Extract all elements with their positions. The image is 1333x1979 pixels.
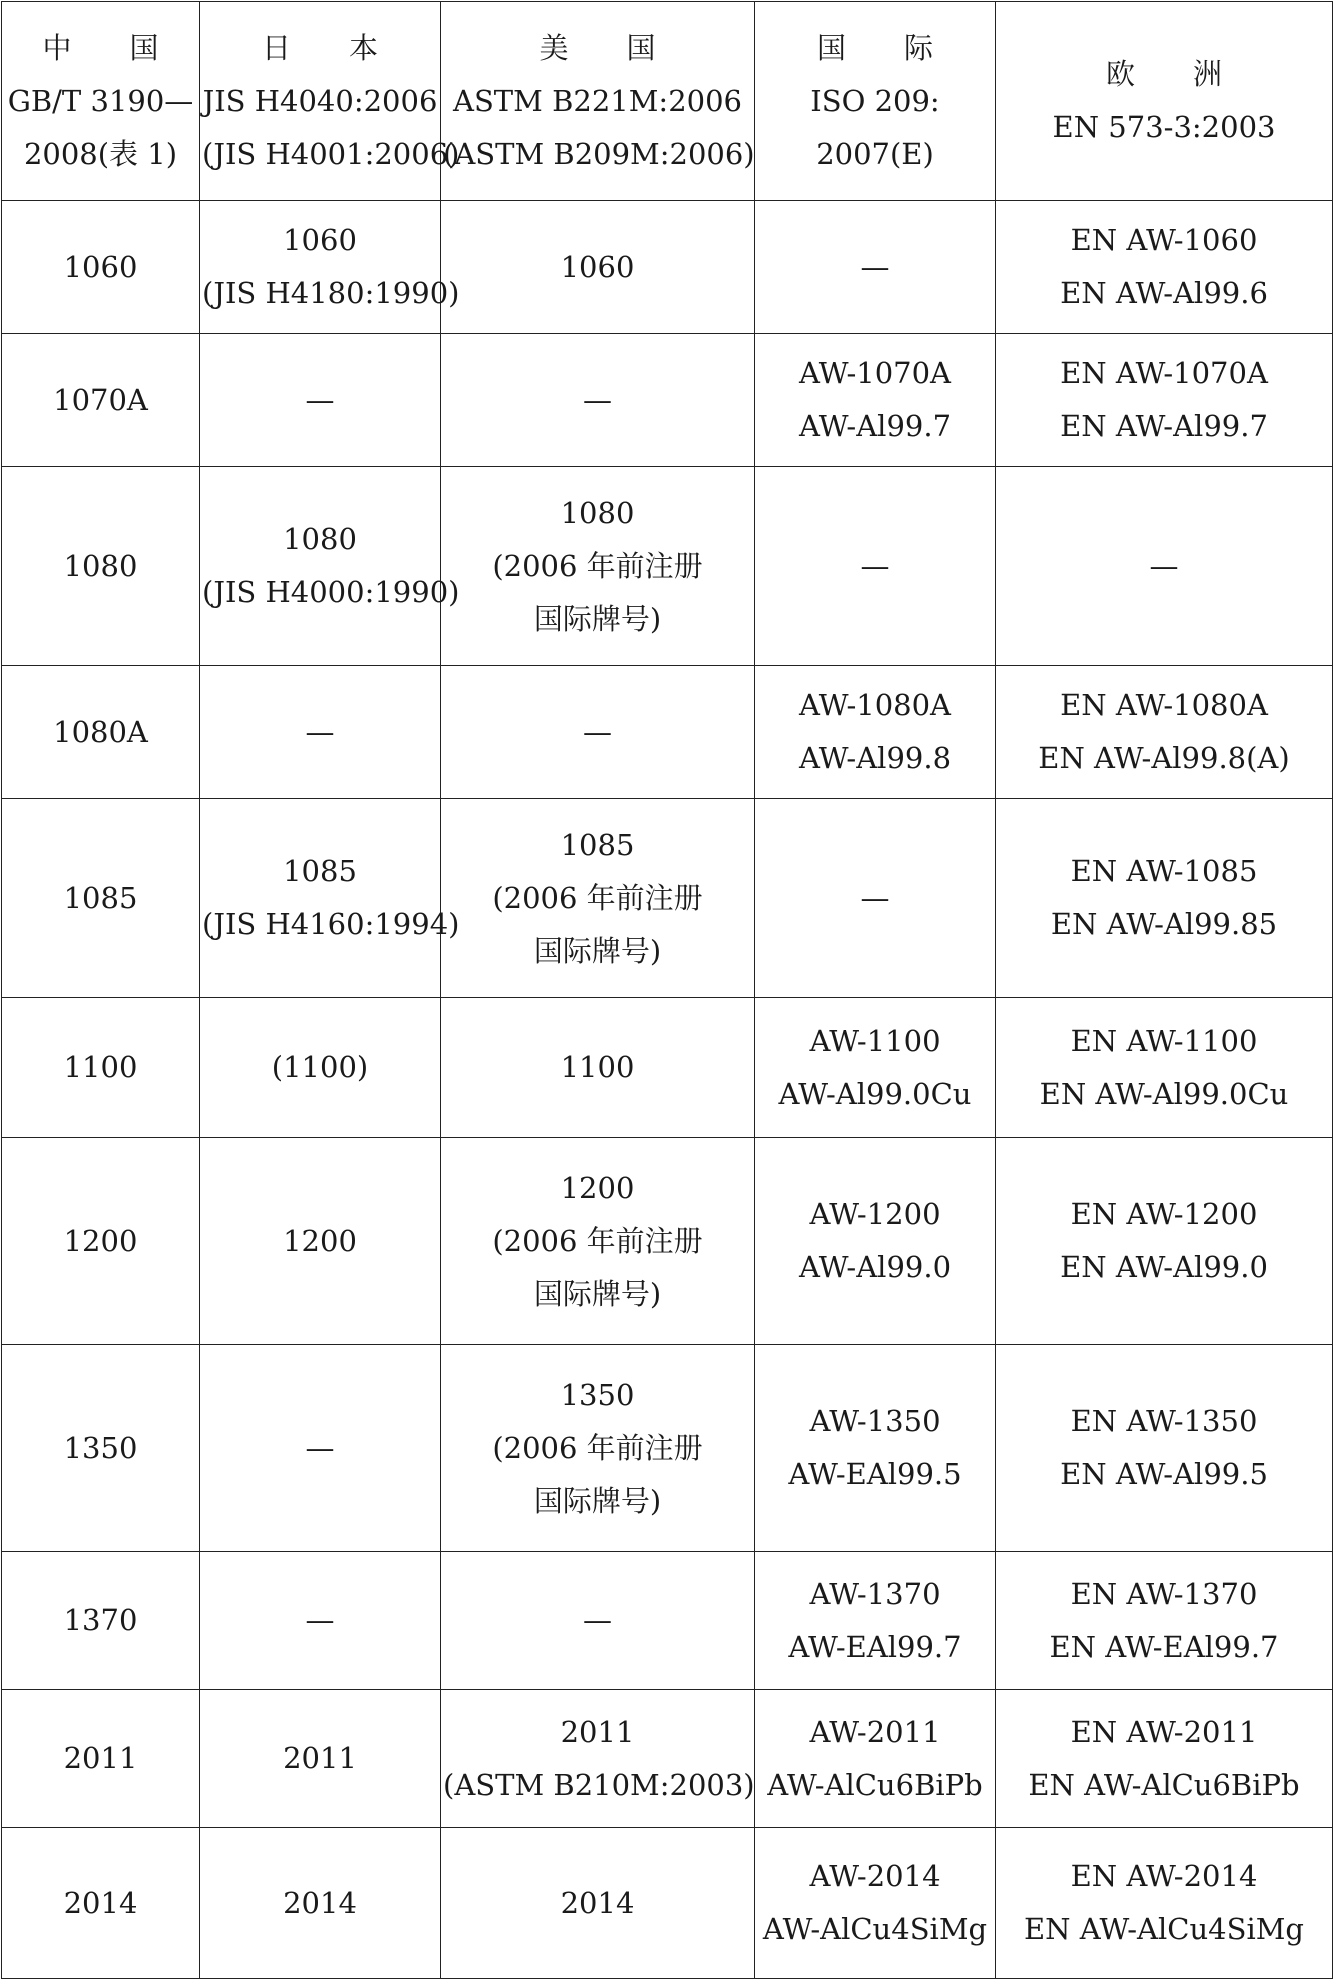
- cell-line: AW-Al99.0Cu: [778, 1076, 972, 1111]
- usa-grade-cell: [441, 998, 755, 1138]
- cell-line: —: [860, 548, 890, 583]
- cell-line: 国际牌号): [533, 601, 662, 636]
- cell-line: (2006 年前注册: [492, 1223, 703, 1258]
- cell-line: AW-1370: [809, 1576, 941, 1611]
- iso-grade-cell: [755, 799, 996, 998]
- cell-line: —: [860, 880, 890, 915]
- cell-line: 1080: [560, 495, 635, 530]
- usa-grade-cell: [441, 1828, 755, 1979]
- europe-grade-cell: [996, 201, 1333, 334]
- cell-line: AW-Al99.0: [798, 1250, 952, 1284]
- cell-line: AW-AlCu6BiPb: [767, 1767, 983, 1802]
- cell-line: EN AW-1370: [1070, 1576, 1258, 1611]
- cell-line: 1070A: [53, 382, 148, 417]
- cell-line: 1080: [283, 522, 357, 556]
- cell-line: EN AW-AlCu6BiPb: [1028, 1767, 1300, 1802]
- cell-line: 1200: [283, 1223, 357, 1258]
- cell-line: AW-Al99.8: [798, 741, 952, 775]
- europe-grade-cell: [996, 334, 1333, 467]
- cell-line: —: [305, 382, 335, 417]
- cell-line: EN AW-Al99.0: [1060, 1250, 1268, 1284]
- header-cell-europe: [996, 2, 1333, 201]
- cell-line: 1200: [560, 1170, 635, 1205]
- japan-grade-cell: [200, 1345, 441, 1552]
- cell-line: AW-1100: [809, 1023, 941, 1058]
- cell-line: 2014: [63, 1885, 138, 1920]
- cell-line: (1100): [271, 1050, 369, 1084]
- iso-grade-cell: [755, 334, 996, 467]
- china-grade-cell: [2, 1828, 200, 1979]
- cell-line: EN AW-EAl99.7: [1049, 1629, 1279, 1664]
- cell-line: EN AW-AlCu4SiMg: [1024, 1912, 1304, 1946]
- cell-line: EN AW-2014: [1070, 1859, 1258, 1893]
- table-row: [2, 1345, 1333, 1552]
- table-body: [2, 2, 1333, 1979]
- table-row: [2, 666, 1333, 799]
- cell-line: 1350: [560, 1377, 635, 1412]
- table-row: [2, 201, 1333, 334]
- japan-grade-cell: [200, 1828, 441, 1979]
- china-grade-cell: [2, 334, 200, 467]
- iso-grade-cell: [755, 1552, 996, 1690]
- europe-grade-cell: [996, 1552, 1333, 1690]
- cell-line: EN AW-1100: [1070, 1023, 1258, 1058]
- header-line: JIS H4040:2006: [202, 83, 438, 118]
- cell-line: EN AW-1080A: [1060, 688, 1268, 722]
- header-cell-japan: [200, 2, 460, 201]
- usa-grade-cell: [441, 1552, 755, 1690]
- header-line: EN 573-3:2003: [1052, 110, 1276, 144]
- cell-line: (ASTM B210M:2003): [443, 1767, 755, 1802]
- cell-line: EN AW-1085: [1070, 854, 1258, 888]
- table-row: [2, 1552, 1333, 1690]
- japan-grade-cell: [200, 334, 441, 467]
- japan-grade-cell: [200, 1138, 441, 1345]
- header-line: ASTM B221M:2006: [453, 83, 742, 118]
- cell-line: 2011: [560, 1714, 635, 1749]
- iso-grade-cell: [755, 1138, 996, 1345]
- table-row: [2, 334, 1333, 467]
- usa-grade-cell: [441, 334, 755, 467]
- china-grade-cell: [2, 998, 200, 1138]
- china-grade-cell: [2, 1690, 200, 1828]
- cell-line: 2014: [560, 1885, 635, 1920]
- cell-line: (2006 年前注册: [492, 1430, 703, 1465]
- cell-line: 2011: [63, 1741, 138, 1775]
- cell-line: —: [583, 382, 612, 417]
- header-line: 欧 洲: [1105, 57, 1222, 91]
- iso-grade-cell: [755, 1690, 996, 1828]
- usa-grade-cell: [441, 1345, 755, 1552]
- cell-line: —: [860, 249, 890, 284]
- cell-line: EN AW-Al99.5: [1060, 1457, 1268, 1491]
- iso-grade-cell: [755, 467, 996, 666]
- usa-grade-cell: [441, 1690, 755, 1828]
- cell-line: EN AW-1070A: [1060, 356, 1268, 390]
- table-row: [2, 1828, 1333, 1979]
- cell-line: 1060: [63, 249, 138, 284]
- table-row: [2, 1138, 1333, 1345]
- table-row: [2, 998, 1333, 1138]
- cell-line: —: [583, 1603, 612, 1637]
- europe-grade-cell: [996, 1828, 1333, 1979]
- cell-line: EN AW-1200: [1070, 1197, 1258, 1231]
- grade-comparison-table: [1, 1, 1333, 1979]
- header-cell-usa: [441, 2, 755, 201]
- cell-line: EN AW-Al99.85: [1050, 907, 1278, 941]
- header-line: 2007(E): [816, 136, 934, 171]
- cell-line: 国际牌号): [533, 933, 662, 968]
- cell-line: AW-EAl99.7: [788, 1629, 962, 1664]
- cell-line: 2014: [283, 1885, 357, 1920]
- header-line: (ASTM B209M:2006): [443, 136, 755, 171]
- cell-line: —: [305, 1603, 335, 1637]
- iso-grade-cell: [755, 1345, 996, 1552]
- europe-grade-cell: [996, 799, 1333, 998]
- europe-grade-cell: [996, 1138, 1333, 1345]
- iso-grade-cell: [755, 998, 996, 1138]
- cell-line: AW-1070A: [798, 356, 951, 390]
- china-grade-cell: [2, 1345, 200, 1552]
- china-grade-cell: [2, 666, 200, 799]
- header-line: ISO 209:: [810, 83, 940, 118]
- cell-line: 1200: [63, 1223, 138, 1258]
- cell-line: 国际牌号): [533, 1483, 662, 1518]
- cell-line: 1060: [283, 223, 357, 257]
- china-grade-cell: [2, 467, 200, 666]
- japan-grade-cell: [200, 201, 460, 334]
- header-line: 美 国: [539, 30, 656, 65]
- japan-grade-cell: [200, 467, 460, 666]
- header-line: 日 本: [261, 30, 378, 65]
- cell-line: 国际牌号): [533, 1276, 662, 1311]
- europe-grade-cell: [996, 1690, 1333, 1828]
- cell-line: AW-1200: [809, 1197, 941, 1231]
- cell-line: 1350: [63, 1430, 138, 1465]
- china-grade-cell: [2, 1552, 200, 1690]
- cell-line: 1060: [560, 249, 635, 284]
- cell-line: (2006 年前注册: [492, 548, 703, 583]
- china-grade-cell: [2, 201, 200, 334]
- usa-grade-cell: [441, 467, 755, 666]
- header-line: GB/T 3190—: [7, 83, 194, 118]
- usa-grade-cell: [441, 1138, 755, 1345]
- iso-grade-cell: [755, 201, 996, 334]
- iso-grade-cell: [755, 1828, 996, 1979]
- cell-line: —: [305, 714, 335, 749]
- usa-grade-cell: [441, 201, 755, 334]
- japan-grade-cell: [200, 1552, 441, 1690]
- cell-line: EN AW-Al99.6: [1060, 276, 1268, 310]
- cell-line: AW-1080A: [798, 688, 951, 722]
- cell-line: 1100: [560, 1050, 635, 1084]
- cell-line: 2011: [283, 1741, 357, 1775]
- cell-line: (JIS H4160:1994): [202, 907, 460, 941]
- china-grade-cell: [2, 799, 200, 998]
- header-line: (JIS H4001:2006): [202, 136, 460, 171]
- cell-line: EN AW-2011: [1070, 1714, 1258, 1749]
- header-line: 国 际: [816, 30, 933, 65]
- japan-grade-cell: [200, 1690, 441, 1828]
- cell-line: 1085: [63, 880, 138, 915]
- cell-line: AW-1350: [809, 1404, 941, 1438]
- europe-grade-cell: [996, 998, 1333, 1138]
- usa-grade-cell: [441, 666, 755, 799]
- europe-grade-cell: [996, 467, 1333, 666]
- cell-line: EN AW-Al99.7: [1060, 409, 1268, 443]
- cell-line: AW-AlCu4SiMg: [762, 1912, 988, 1946]
- cell-line: AW-EAl99.5: [788, 1457, 962, 1491]
- cell-line: —: [305, 1430, 335, 1465]
- table-row: [2, 467, 1333, 666]
- china-grade-cell: [2, 1138, 200, 1345]
- cell-line: 1080A: [53, 714, 148, 749]
- cell-line: (2006 年前注册: [492, 880, 703, 915]
- cell-line: (JIS H4000:1990): [202, 575, 460, 609]
- cell-line: 1085: [283, 854, 357, 888]
- header-line: 2008(表 1): [23, 136, 178, 171]
- iso-grade-cell: [755, 666, 996, 799]
- cell-line: EN AW-1060: [1070, 223, 1258, 257]
- japan-grade-cell: [200, 998, 441, 1138]
- cell-line: —: [1149, 548, 1179, 583]
- cell-line: AW-2011: [809, 1714, 941, 1749]
- cell-line: 1085: [560, 827, 635, 862]
- cell-line: 1100: [63, 1050, 138, 1084]
- header-line: 中 国: [42, 30, 159, 65]
- europe-grade-cell: [996, 666, 1333, 799]
- cell-line: EN AW-Al99.8(A): [1038, 741, 1290, 775]
- table-row: [2, 1690, 1333, 1828]
- japan-grade-cell: [200, 666, 441, 799]
- usa-grade-cell: [441, 799, 755, 998]
- japan-grade-cell: [200, 799, 460, 998]
- cell-line: EN AW-1350: [1070, 1404, 1258, 1438]
- table-row: [2, 799, 1333, 998]
- europe-grade-cell: [996, 1345, 1333, 1552]
- cell-line: AW-Al99.7: [798, 409, 952, 443]
- cell-line: 1370: [63, 1603, 138, 1637]
- cell-line: 1080: [63, 548, 138, 583]
- cell-line: (JIS H4180:1990): [202, 276, 460, 310]
- header-row: [2, 2, 1333, 201]
- cell-line: —: [583, 714, 612, 749]
- header-cell-international: [755, 2, 996, 201]
- cell-line: AW-2014: [809, 1859, 941, 1893]
- header-cell-china: [2, 2, 200, 201]
- cell-line: EN AW-Al99.0Cu: [1039, 1076, 1289, 1111]
